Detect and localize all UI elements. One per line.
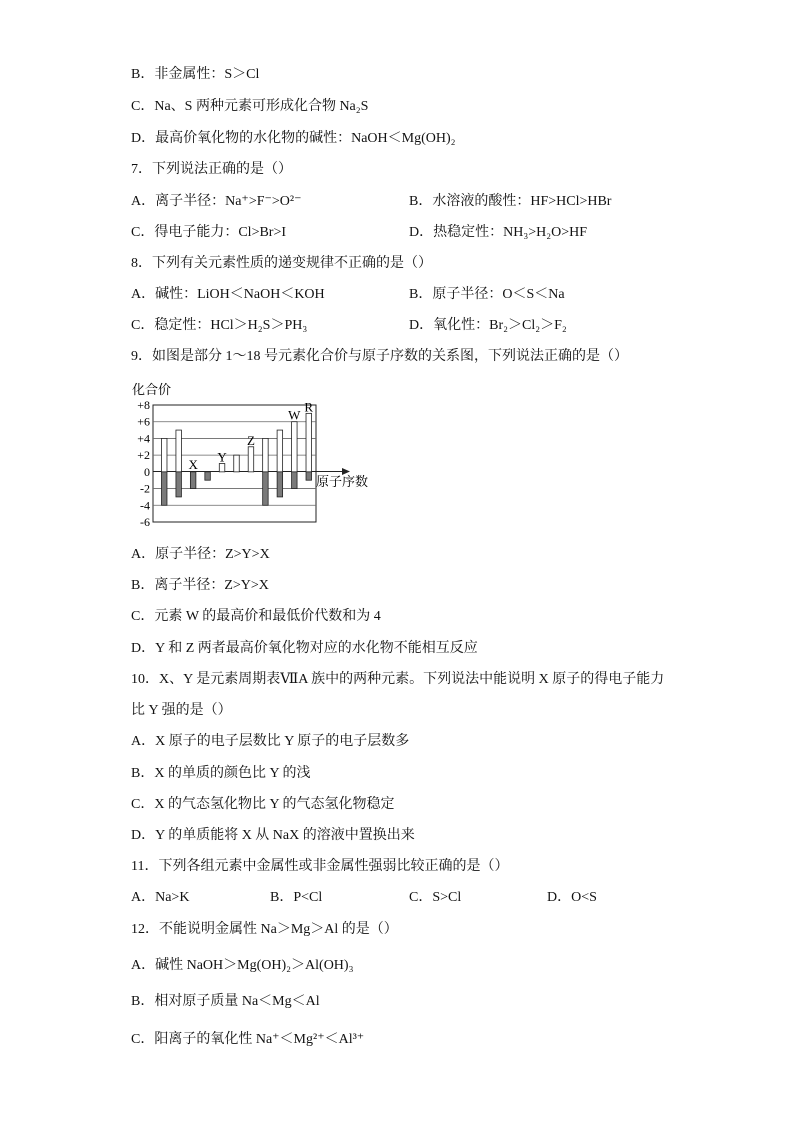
q9-stem: 9．如图是部分 1～18 号元素化合价与原子序数的关系图，下列说法正确的是（） <box>131 349 628 364</box>
q8-option-b: B．原子半径：O＜S＜Na <box>409 287 565 302</box>
valence-atomic-number-chart <box>128 378 378 530</box>
chart-element-label: W <box>288 407 301 423</box>
chart-element-label: X <box>188 456 198 472</box>
q7-row2 <box>131 223 588 243</box>
chart-element-label: R <box>304 399 314 415</box>
chart-bar-negative <box>306 472 312 480</box>
chart-bar-negative <box>190 472 196 489</box>
q9-option-d: D．Y 和 Z 两者最高价氧化物对应的水化物不能相互反应 <box>131 641 478 656</box>
chart-bar-positive <box>306 413 312 472</box>
q8-stem: 8．下列有关元素性质的递变规律不正确的是（） <box>131 256 432 271</box>
chart-bar-negative <box>176 472 182 497</box>
q10-option-b: B．X 的单质的颜色比 Y 的浅 <box>131 766 311 781</box>
q11-option-d: D．O<S <box>547 890 597 905</box>
q6-option-d: D．最高价氧化物的水化物的碱性：NaOH＜Mg(OH)₂ <box>131 131 456 146</box>
q10-stem-line1: 10．X、Y 是元素周期表ⅦA 族中的两种元素。下列说法中能说明 X 原子的得电子能力 <box>131 672 665 687</box>
q10-option-c: C．X 的气态氢化物比 Y 的气态氢化物稳定 <box>131 797 395 812</box>
q8-option-c: C．稳定性：HCl＞H₂S＞PH₃ <box>131 318 308 333</box>
q7-row1 <box>131 192 612 212</box>
q8-option-d: D．氧化性：Br₂＞Cl₂＞F₂ <box>409 318 567 333</box>
q10-stem-line2: 比 Y 强的是（） <box>131 703 232 718</box>
chart-bar-negative <box>277 472 283 497</box>
q8-row1 <box>131 285 565 305</box>
chart-bar-negative <box>161 472 167 505</box>
q10-option-a: A．X 原子的电子层数比 Y 原子的电子层数多 <box>131 734 410 749</box>
chart-ylabel: 化合价 <box>132 382 172 397</box>
q7-option-a: A．离子半径：Na⁺>F⁻>O²⁻ <box>131 194 302 209</box>
q12-option-a: A．碱性 NaOH＞Mg(OH)₂＞Al(OH)₃ <box>131 958 354 973</box>
q8-row2 <box>131 316 567 336</box>
chart-bar-positive <box>176 430 182 472</box>
chart-bar-positive <box>219 464 225 472</box>
q9-option-b: B．离子半径：Z>Y>X <box>131 578 269 593</box>
q9-option-c: C．元素 W 的最高价和最低价代数和为 4 <box>131 609 381 624</box>
q10-option-d: D．Y 的单质能将 X 从 NaX 的溶液中置换出来 <box>131 828 415 843</box>
q11-option-c: C．S>Cl <box>409 890 462 905</box>
q11-option-a: A．Na>K <box>131 890 190 905</box>
chart-y-tick-label: -6 <box>140 515 150 529</box>
q8-option-a: A．碱性：LiOH＜NaOH＜KOH <box>131 287 325 302</box>
q7-option-d: D．热稳定性：NH₃>H₂O>HF <box>409 225 588 240</box>
chart-y-tick-label: +2 <box>137 448 150 463</box>
chart-bar-positive <box>161 438 167 471</box>
chart-y-tick-label: -2 <box>140 481 150 496</box>
chart-bar-positive <box>234 455 240 472</box>
q9-option-a: A．原子半径：Z>Y>X <box>131 547 270 562</box>
chart-y-tick-label: +6 <box>137 414 150 429</box>
q12-option-b: B．相对原子质量 Na＜Mg＜Al <box>131 994 320 1009</box>
chart-y-tick-label: 0 <box>144 464 150 479</box>
q7-option-c: C．得电子能力：Cl>Br>I <box>131 225 287 240</box>
chart-element-label: Y <box>217 449 227 465</box>
q12-option-c: C．阳离子的氧化性 Na⁺＜Mg²⁺＜Al³⁺ <box>131 1032 365 1047</box>
chart-bar-negative <box>292 472 298 489</box>
chart-bar-negative <box>263 472 269 505</box>
chart-element-label: Z <box>246 432 255 448</box>
q6-option-b: B．非金属性：S＞Cl <box>131 67 260 82</box>
q11-option-b: B．P<Cl <box>270 890 323 905</box>
chart-bar-positive <box>248 447 254 472</box>
chart-xlabel: 原子序数 <box>316 474 369 489</box>
q11-options <box>131 888 597 908</box>
chart-bar-negative <box>205 472 211 480</box>
q12-stem: 12．不能说明金属性 Na＞Mg＞Al 的是（） <box>131 922 398 937</box>
q6-option-c: C．Na、S 两种元素可形成化合物 Na₂S <box>131 99 369 114</box>
chart-y-tick-label: -4 <box>140 498 150 513</box>
q11-stem: 11．下列各组元素中金属性或非金属性强弱比较正确的是（） <box>131 859 509 874</box>
chart-y-tick-label: +4 <box>137 431 150 446</box>
chart-y-tick-label: +8 <box>137 398 150 412</box>
chart-bar-positive <box>292 422 298 472</box>
q7-option-b: B．水溶液的酸性：HF>HCl>HBr <box>409 194 612 209</box>
chart-bar-positive <box>277 430 283 472</box>
q7-stem: 7．下列说法正确的是（） <box>131 162 292 177</box>
chart-bar-positive <box>263 438 269 471</box>
